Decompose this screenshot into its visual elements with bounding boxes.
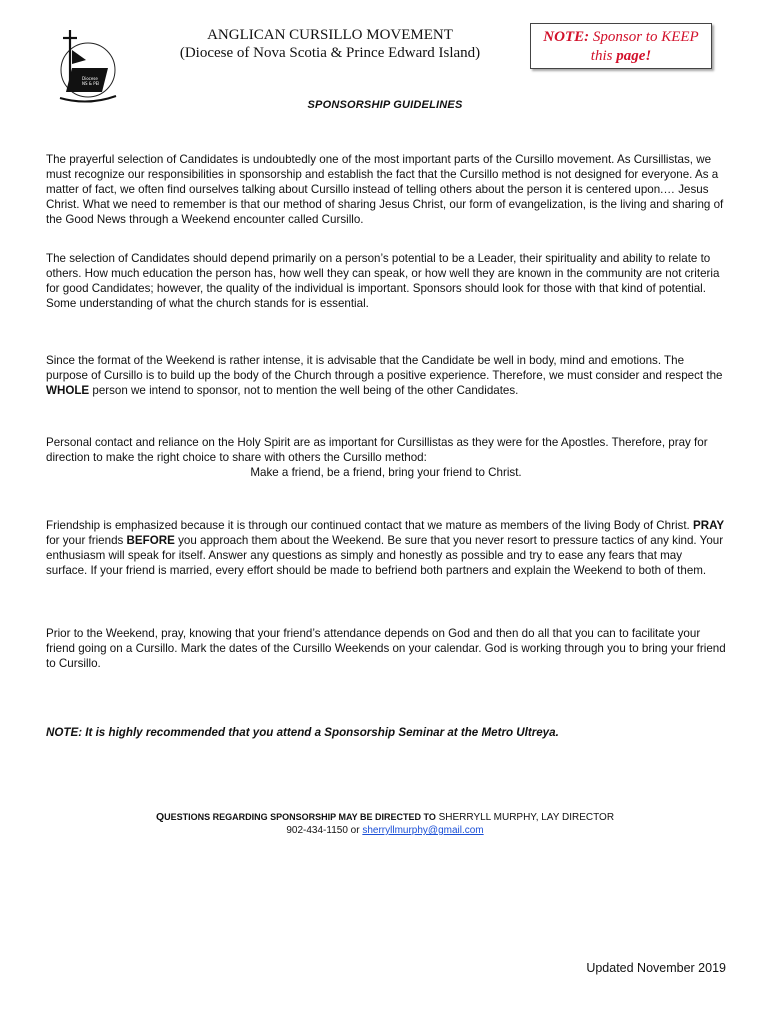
contact-lead xyxy=(156,812,436,822)
paragraph-5-before: BEFORE xyxy=(126,534,175,547)
paragraph-5-text-c: for your friends xyxy=(46,534,127,547)
cursillo-logo-icon xyxy=(52,28,118,106)
paragraph-3 xyxy=(46,353,726,398)
note-box-text3: page! xyxy=(616,48,652,64)
paragraph-5-text-e: you approach them about the Weekend. Be sure that you never resort to pressure tactics of any kind. Your enthusiasm will speak for itself. Answer any questions as simply and honestly as possible and try to ease any fears that may surface. If your friend is married, every effort should be made to befriend both partners and explain the Weekend to both of them. xyxy=(46,534,724,577)
contact-name: SHERRYLL MURPHY, LAY DIRECTOR xyxy=(435,812,615,823)
svg-text:Diocese: Diocese xyxy=(82,76,98,81)
note-box-text1: Sponsor to KEEP xyxy=(592,29,699,45)
paragraph-2: The selection of Candidates should depend primarily on a person’s potential to be a Leader, their spirituality and ability to relate to others. How much education the person has, how well they can speak, or how well they are known in the community are not criteria for good Candidates; however, the quality of the individual is important. Sponsors should look for those with that kind of potential. Some understanding of what the church stands for is essential. xyxy=(46,252,720,310)
paragraph-5-pray: PRAY xyxy=(693,519,725,532)
contact-lead-first: Q xyxy=(155,811,165,823)
contact-email-link[interactable]: sherryllmurphy@gmail.com xyxy=(362,825,484,836)
svg-text:NS & PEI: NS & PEI xyxy=(82,81,100,86)
contact-info xyxy=(0,811,770,837)
header-subtitle: (Diocese of Nova Scotia & Prince Edward Island) xyxy=(179,45,481,61)
paragraph-4-motto: Make a friend, be a friend, bring your friend to Christ. xyxy=(250,466,522,479)
updated-date: Updated November 2019 xyxy=(586,961,726,975)
paragraph-5-text-a: Friendship is emphasized because it is through our continued contact that we mature as members of the living Body of Christ. xyxy=(46,519,694,532)
paragraph-1: The prayerful selection of Candidates is undoubtedly one of the most important parts of the Cursillo movement. As Cursillistas, we must recognize our responsibilities in sponsorship and establish the fact that the Cursillo method is not designed for everyone. As a matter of fact, we often find ourselves talking about Cursillo instead of telling others about the person it is centered upon.… Jesus Christ. What we need to remember is that our method of sharing Jesus Christ, our form of evangelization, is the living and sharing of the Good News through a Weekend encounter called Cursillo. xyxy=(46,153,724,226)
paragraph-4 xyxy=(46,435,726,480)
header-title: ANGLICAN CURSILLO MOVEMENT xyxy=(207,27,453,43)
note-box-label: NOTE: xyxy=(543,29,590,45)
note-box-text2: this xyxy=(590,48,617,64)
paragraph-3-text-c: person we intend to sponsor, not to mention the well being of the other Candidates. xyxy=(89,384,519,397)
paragraph-3-text-a: Since the format of the Weekend is rather intense, it is advisable that the Candidate be well in body, mind and emotions. The purpose of Cursillo is to build up the body of the Church through a positive experience. Therefore, we must consider and respect the xyxy=(46,354,723,382)
contact-phone: 902-434-1150 or xyxy=(286,825,363,836)
document-header xyxy=(150,26,510,62)
paragraph-5 xyxy=(46,518,726,578)
seminar-note: NOTE: It is highly recommended that you attend a Sponsorship Seminar at the Metro Ultreya. xyxy=(46,726,559,739)
paragraph-6: Prior to the Weekend, pray, knowing that your friend’s attendance depends on God and then do all that you can to facilitate your friend going on a Cursillo. Mark the dates of the Cursillo Weekends on your calendar. God is working through you to bring your friend to Cursillo. xyxy=(46,627,726,670)
keep-page-note-box xyxy=(530,23,712,69)
paragraph-3-emphasis: WHOLE xyxy=(46,384,90,397)
contact-lead-rest: UESTIONS REGARDING SPONSORSHIP MAY BE DIRECTED TO xyxy=(164,812,436,822)
page-title: SPONSORSHIP GUIDELINES xyxy=(307,99,463,111)
paragraph-4-text: Personal contact and reliance on the Holy Spirit are as important for Cursillistas as they were for the Apostles. Therefore, pray for direction to make the right choice to share with others the Cursillo method: xyxy=(46,436,708,464)
